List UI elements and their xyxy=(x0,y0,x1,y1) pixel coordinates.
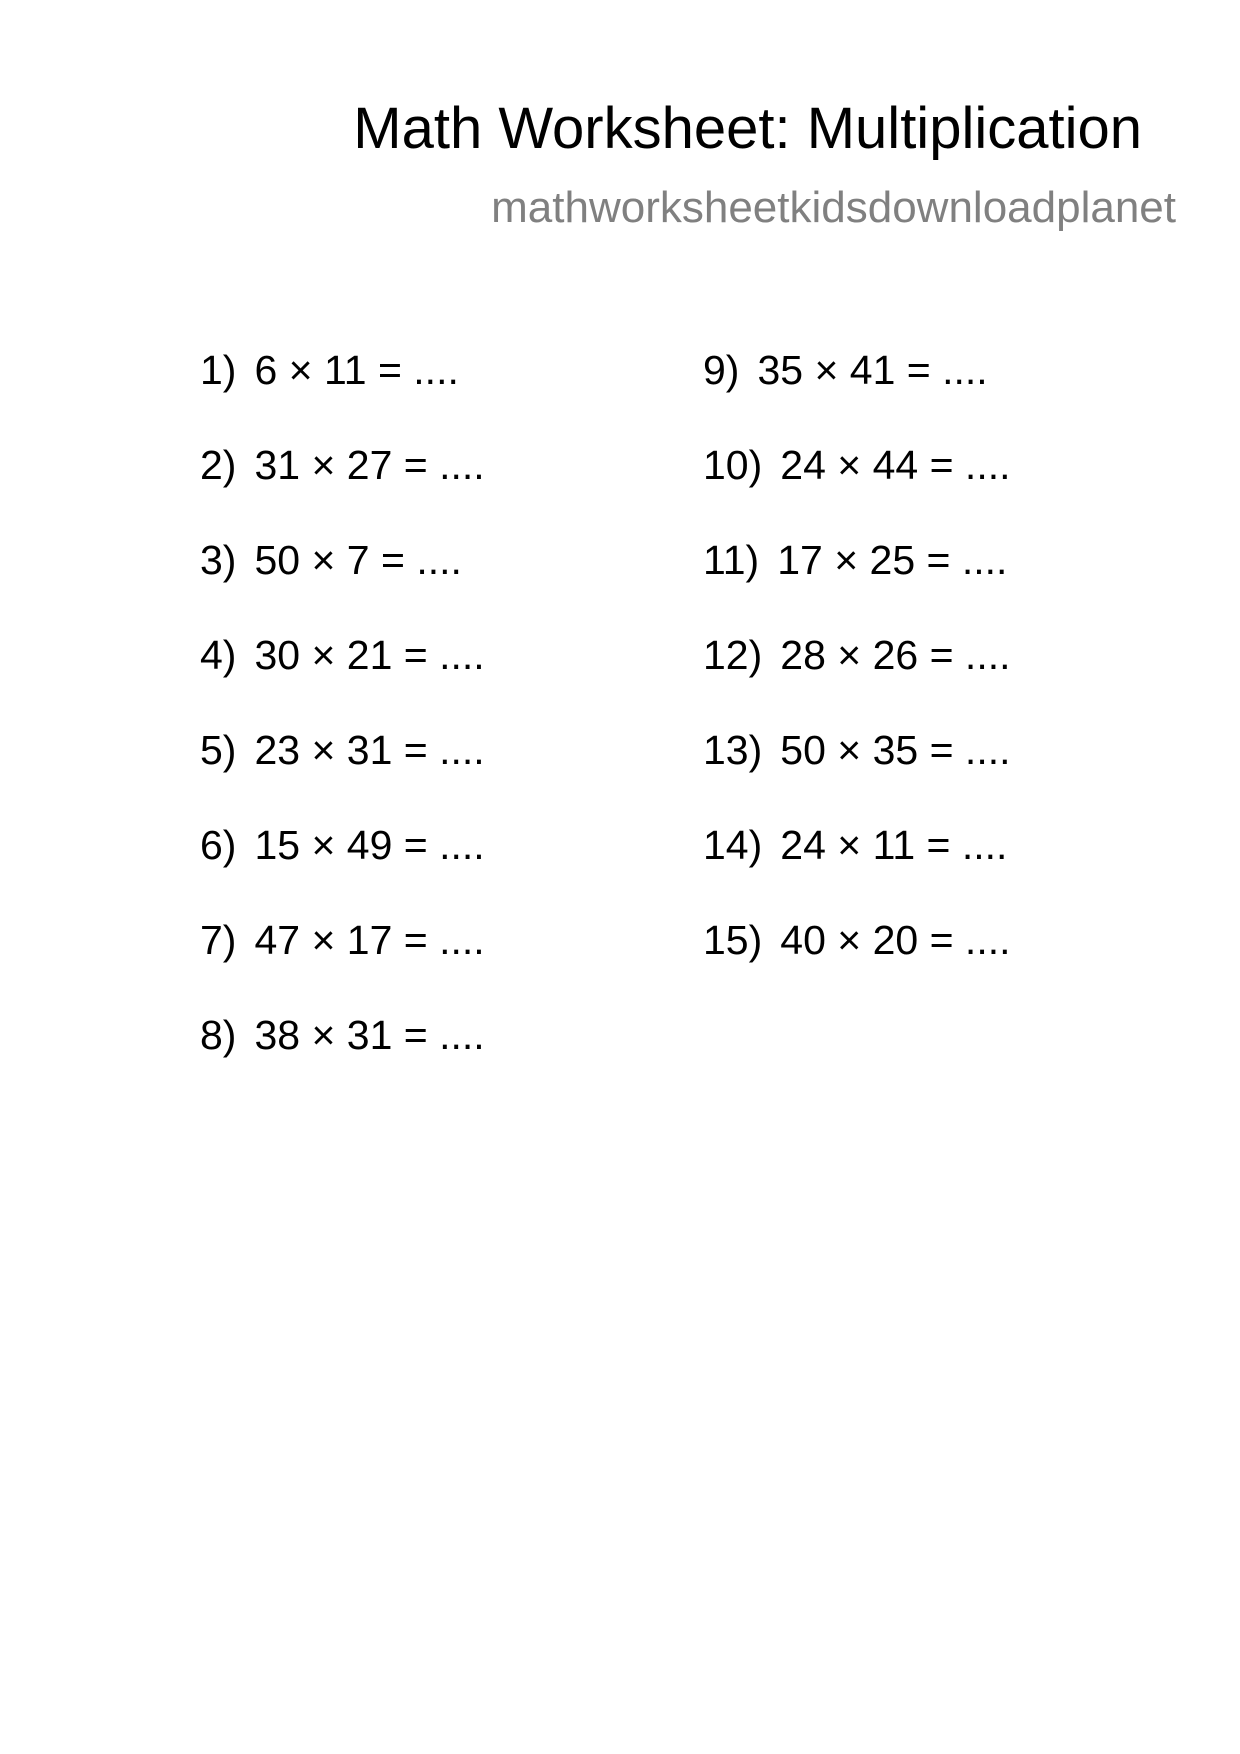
problem-expression: 40 × 20 = .... xyxy=(780,917,1011,963)
problem-item xyxy=(703,442,1011,540)
worksheet-subtitle: mathworksheetkidsdownloadplanet xyxy=(491,183,1176,232)
problem-item xyxy=(200,347,485,445)
problem-number: 9) xyxy=(703,347,740,393)
problem-number: 3) xyxy=(200,537,237,583)
problem-item xyxy=(703,347,1011,445)
problem-expression: 50 × 35 = .... xyxy=(780,727,1011,773)
problem-item xyxy=(200,442,485,540)
problem-expression: 24 × 44 = .... xyxy=(780,442,1011,488)
problem-number: 5) xyxy=(200,727,237,773)
problem-expression: 15 × 49 = .... xyxy=(254,822,485,868)
problem-item xyxy=(703,537,1011,635)
problem-item xyxy=(200,917,485,1015)
problem-expression: 24 × 11 = .... xyxy=(780,822,1008,868)
problem-expression: 47 × 17 = .... xyxy=(254,917,485,963)
problem-expression: 17 × 25 = .... xyxy=(777,537,1008,583)
problem-number: 8) xyxy=(200,1012,237,1058)
problem-number: 4) xyxy=(200,632,237,678)
problem-column-right xyxy=(703,347,1011,1015)
problem-number: 10) xyxy=(703,442,763,488)
problem-expression: 28 × 26 = .... xyxy=(780,632,1011,678)
problem-item xyxy=(703,822,1011,920)
problem-expression: 38 × 31 = .... xyxy=(254,1012,485,1058)
problem-number: 1) xyxy=(200,347,237,393)
problem-item xyxy=(200,822,485,920)
problem-expression: 23 × 31 = .... xyxy=(254,727,485,773)
problem-number: 12) xyxy=(703,632,763,678)
problem-item xyxy=(703,917,1011,1015)
problem-item xyxy=(200,1012,485,1110)
problem-expression: 50 × 7 = .... xyxy=(254,537,462,583)
problem-item xyxy=(200,727,485,825)
problem-column-left xyxy=(200,347,485,1110)
problem-number: 2) xyxy=(200,442,237,488)
problem-number: 15) xyxy=(703,917,763,963)
problem-number: 13) xyxy=(703,727,763,773)
problem-item xyxy=(703,727,1011,825)
problem-item xyxy=(703,632,1011,730)
problem-number: 7) xyxy=(200,917,237,963)
problem-expression: 31 × 27 = .... xyxy=(254,442,485,488)
problem-expression: 6 × 11 = .... xyxy=(254,347,459,393)
problem-item xyxy=(200,632,485,730)
problem-item xyxy=(200,537,485,635)
worksheet-title: Math Worksheet: Multiplication xyxy=(353,96,1142,161)
problem-expression: 30 × 21 = .... xyxy=(254,632,485,678)
problem-expression: 35 × 41 = .... xyxy=(757,347,988,393)
problem-number: 11) xyxy=(703,537,760,583)
problem-number: 14) xyxy=(703,822,763,868)
problem-number: 6) xyxy=(200,822,237,868)
